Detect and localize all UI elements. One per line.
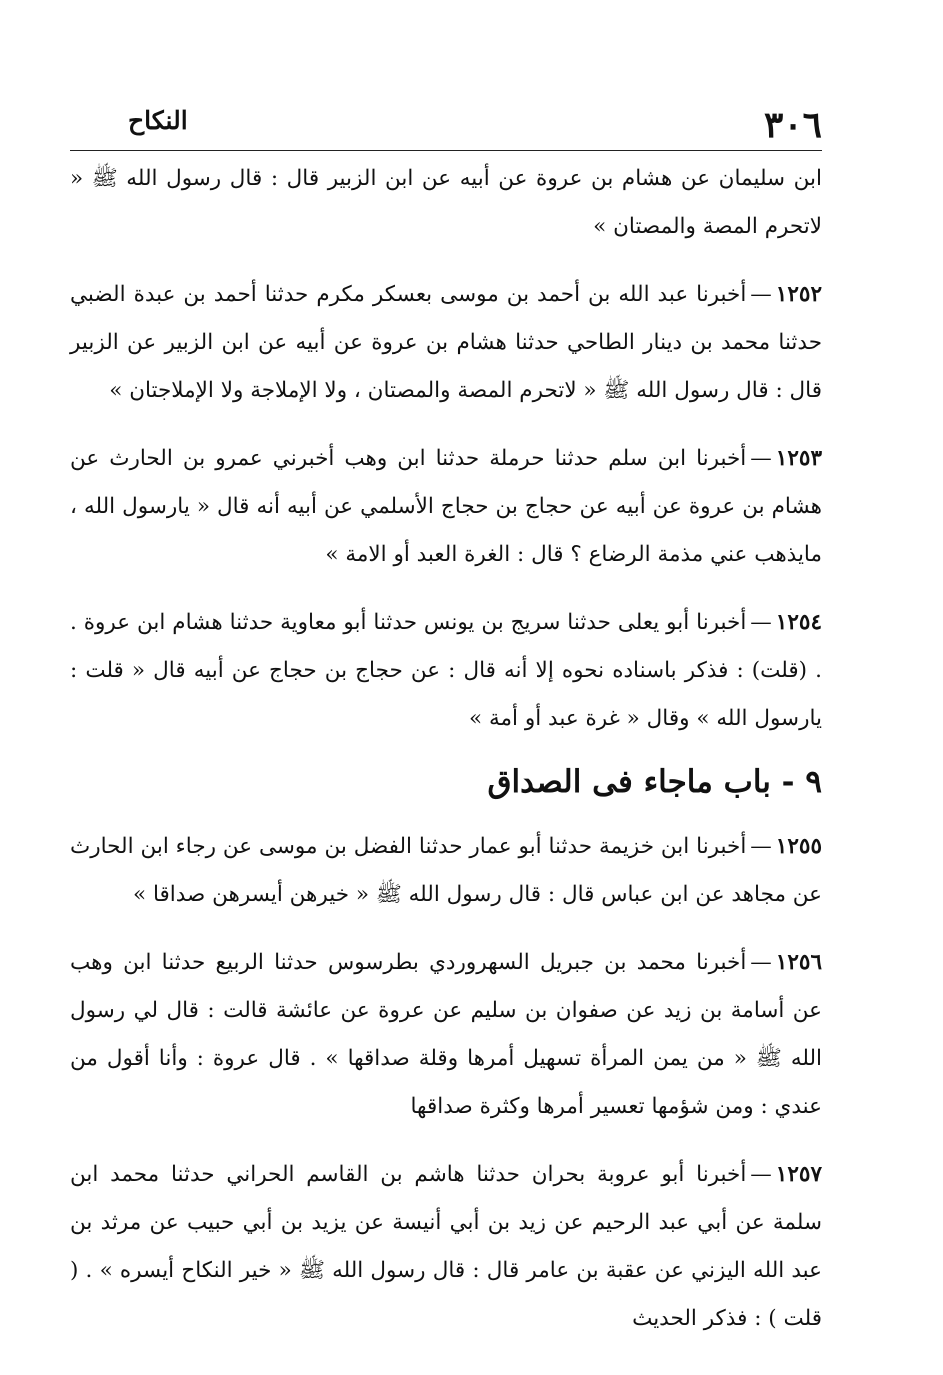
hadith-text: أخبرنا أبو عروبة بحران حدثنا هاشم بن القاسم الحراني حدثنا محمد ابن سلمة عن أبي عبد الرحيم عن زيد بن أبي أنيسة عن يزيد بن أبي حبيب عن مرثد بن عبد الله اليزني عن عقبة بن عامر قال : قال رسول الله ﷺ « خير النكاح أيسره » . ( قلت ) : فذكر الحديث [70, 1162, 822, 1331]
hadith-1254 [70, 599, 822, 743]
hadith-text: أخبرنا ابن خزيمة حدثنا أبو عمار حدثنا الفضل بن موسى عن رجاء ابن الحارث عن مجاهد عن ابن عباس قال : قال رسول الله ﷺ « خيرهن أيسرهن صداقا » [70, 834, 822, 907]
dash-separator: — [750, 1162, 772, 1187]
hadith-number: ١٢٥٧ [775, 1162, 822, 1187]
hadith-text: أخبرنا عبد الله بن أحمد بن موسى بعسكر مكرم حدثنا أحمد بن عبدة الضبي حدثنا محمد بن دينار الطاحي حدثنا هشام بن عروة عن أبيه عن ابن الزبير عن الزبير قال : قال رسول الله ﷺ « لاتحرم المصة والمصتان ، ولا الإملاجة ولا الإملاجتان » [70, 282, 822, 403]
hadith-1255 [70, 823, 822, 919]
hadith-text: أخبرنا ابن سلم حدثنا حرملة حدثنا ابن وهب أخبرني عمرو بن الحارث عن هشام بن عروة عن أبيه عن حجاج بن حجاج الأسلمي عن أبيه أنه قال « يارسول الله ، مايذهب عني مذمة الرضاع ؟ قال : الغرة العبد أو الامة » [70, 446, 822, 567]
hadith-text: أخبرنا محمد بن جبريل السهروردي بطرسوس حدثنا الربيع حدثنا ابن وهب عن أسامة بن زيد عن صفوان بن سليم عن عروة عن عائشة قالت : قال لي رسول الله ﷺ « من يمن المرأة تسهيل أمرها وقلة صداقها » . قال عروة : وأنا أقول من عندي : ومن شؤمها تعسير أمرها وكثرة صداقها [70, 950, 822, 1119]
dash-separator: — [750, 282, 772, 307]
hadith-text: أخبرنا أبو يعلى حدثنا سريج بن يونس حدثنا أبو معاوية حدثنا هشام ابن عروة . . (قلت) : فذكر باسناده نحوه إلا أنه قال : عن حجاج بن حجاج عن أبيه قال « قلت : يارسول الله » وقال « غرة عبد أو أمة » [70, 610, 822, 731]
hadith-number: ١٢٥٥ [775, 834, 822, 859]
dash-separator: — [750, 834, 772, 859]
chapter-title: النكاح [128, 106, 188, 135]
hadith-number: ١٢٥٣ [775, 446, 822, 471]
dash-separator: — [750, 610, 772, 635]
hadith-1252 [70, 271, 822, 415]
hadith-1253 [70, 435, 822, 579]
hadith-number: ١٢٥٤ [775, 610, 822, 635]
paragraph-text: ابن سليمان عن هشام بن عروة عن أبيه عن ابن الزبير قال : قال رسول الله ﷺ « لاتحرم المصة والمصتان » [70, 166, 822, 239]
page-header [70, 100, 822, 150]
hadith-number: ١٢٥٦ [775, 950, 822, 975]
hadith-1256 [70, 939, 822, 1131]
dash-separator: — [750, 446, 772, 471]
header-divider [70, 150, 822, 151]
page-number: ٣٠٦ [763, 104, 822, 146]
page-body [70, 155, 822, 1343]
continuation-paragraph [70, 155, 822, 251]
hadith-1257 [70, 1151, 822, 1343]
hadith-number: ١٢٥٢ [775, 282, 822, 307]
dash-separator: — [750, 950, 772, 975]
book-page [70, 100, 822, 1343]
section-heading: ٩ - باب ماجاء فى الصداق [487, 764, 822, 800]
